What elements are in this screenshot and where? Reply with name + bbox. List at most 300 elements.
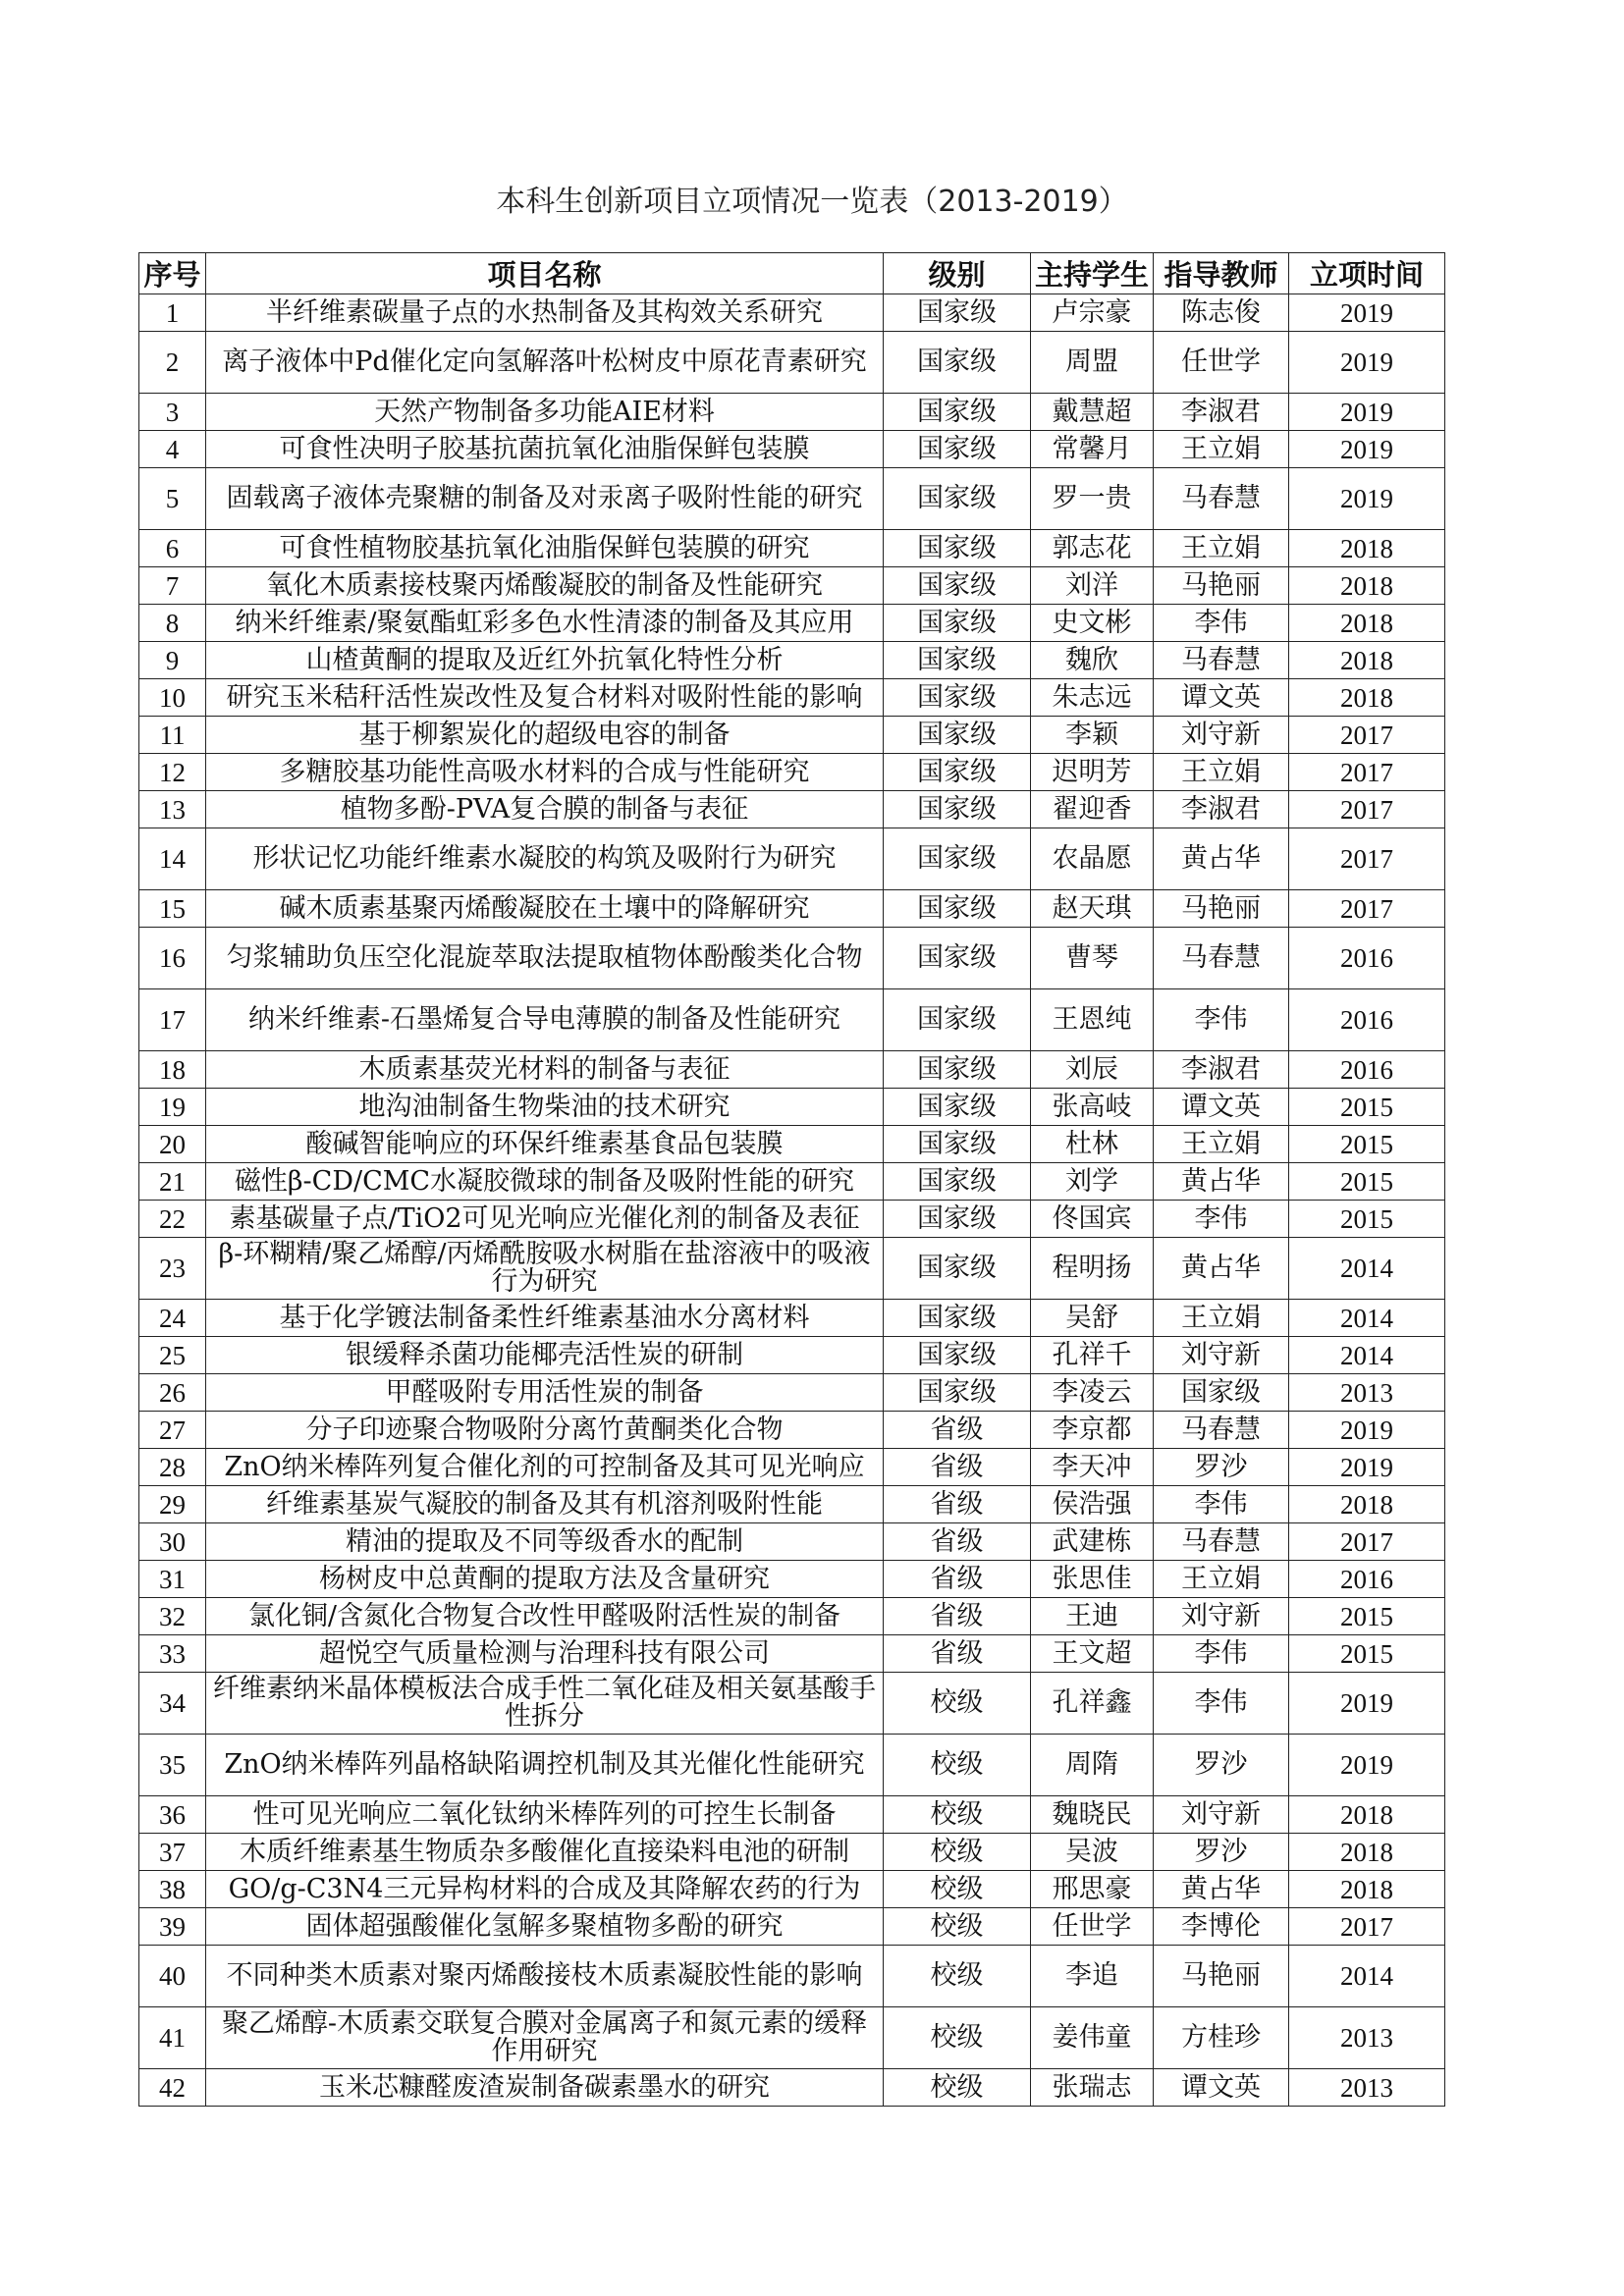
- column-header-name: 项目名称: [206, 253, 884, 294]
- project-name: 固载离子液体壳聚糖的制备及对汞离子吸附性能的研究: [206, 468, 884, 530]
- row-number: 8: [139, 605, 206, 642]
- table-row: [139, 1163, 1445, 1201]
- row-number: 36: [139, 1796, 206, 1834]
- project-level: 省级: [884, 1523, 1031, 1561]
- project-year: 2017: [1289, 1523, 1445, 1561]
- advisor: 王立娟: [1154, 1561, 1289, 1598]
- lead-student: 王文超: [1031, 1635, 1154, 1673]
- lead-student: 任世学: [1031, 1908, 1154, 1946]
- project-level: 国家级: [884, 530, 1031, 567]
- table-row: [139, 294, 1445, 332]
- row-number: 20: [139, 1126, 206, 1163]
- project-level: 校级: [884, 2007, 1031, 2069]
- project-name: 碱木质素基聚丙烯酸凝胶在土壤中的降解研究: [206, 890, 884, 928]
- table-row: [139, 1300, 1445, 1337]
- project-level: 国家级: [884, 332, 1031, 394]
- project-level: 国家级: [884, 294, 1031, 332]
- project-name: 玉米芯糠醛废渣炭制备碳素墨水的研究: [206, 2069, 884, 2107]
- project-name: 磁性β-CD/CMC水凝胶微球的制备及吸附性能的研究: [206, 1163, 884, 1201]
- table-row: [139, 1051, 1445, 1089]
- project-name: 不同种类木质素对聚丙烯酸接枝木质素凝胶性能的影响: [206, 1946, 884, 2007]
- lead-student: 农晶愿: [1031, 828, 1154, 890]
- project-level: 校级: [884, 1871, 1031, 1908]
- lead-student: 朱志远: [1031, 679, 1154, 717]
- lead-student: 史文彬: [1031, 605, 1154, 642]
- project-level: 国家级: [884, 1126, 1031, 1163]
- project-level: 国家级: [884, 605, 1031, 642]
- row-number: 9: [139, 642, 206, 679]
- table-row: [139, 2007, 1445, 2069]
- column-header-level: 级别: [884, 253, 1031, 294]
- project-year: 2019: [1289, 1735, 1445, 1796]
- advisor: 李伟: [1154, 1201, 1289, 1238]
- project-name: 植物多酚-PVA复合膜的制备与表征: [206, 791, 884, 828]
- project-name: 离子液体中Pd催化定向氢解落叶松树皮中原花青素研究: [206, 332, 884, 394]
- project-name: ZnO纳米棒阵列晶格缺陷调控机制及其光催化性能研究: [206, 1735, 884, 1796]
- row-number: 41: [139, 2007, 206, 2069]
- advisor: 王立娟: [1154, 530, 1289, 567]
- project-level: 省级: [884, 1412, 1031, 1449]
- project-level: 省级: [884, 1635, 1031, 1673]
- row-number: 2: [139, 332, 206, 394]
- advisor: 李博伦: [1154, 1908, 1289, 1946]
- lead-student: 孔祥千: [1031, 1337, 1154, 1374]
- project-year: 2014: [1289, 1946, 1445, 2007]
- project-level: 省级: [884, 1449, 1031, 1486]
- table-row: [139, 1374, 1445, 1412]
- project-name: 可食性决明子胶基抗菌抗氧化油脂保鲜包装膜: [206, 431, 884, 468]
- project-name: 氯化铜/含氮化合物复合改性甲醛吸附活性炭的制备: [206, 1598, 884, 1635]
- lead-student: 郭志花: [1031, 530, 1154, 567]
- lead-student: 杜林: [1031, 1126, 1154, 1163]
- row-number: 13: [139, 791, 206, 828]
- table-row: [139, 1796, 1445, 1834]
- advisor: 李伟: [1154, 1635, 1289, 1673]
- lead-student: 张思佳: [1031, 1561, 1154, 1598]
- project-name: 杨树皮中总黄酮的提取方法及含量研究: [206, 1561, 884, 1598]
- advisor: 黄占华: [1154, 1163, 1289, 1201]
- project-year: 2015: [1289, 1126, 1445, 1163]
- project-name: 半纤维素碳量子点的水热制备及其构效关系研究: [206, 294, 884, 332]
- project-year: 2017: [1289, 828, 1445, 890]
- table-row: [139, 1238, 1445, 1300]
- table-row: [139, 717, 1445, 754]
- column-header-year: 立项时间: [1289, 253, 1445, 294]
- row-number: 42: [139, 2069, 206, 2107]
- table-row: [139, 567, 1445, 605]
- project-year: 2015: [1289, 1089, 1445, 1126]
- project-level: 国家级: [884, 567, 1031, 605]
- advisor: 李伟: [1154, 605, 1289, 642]
- row-number: 26: [139, 1374, 206, 1412]
- lead-student: 张瑞志: [1031, 2069, 1154, 2107]
- project-name: 聚乙烯醇-木质素交联复合膜对金属离子和氮元素的缓释作用研究: [206, 2007, 884, 2069]
- advisor: 罗沙: [1154, 1735, 1289, 1796]
- project-name: 纤维素纳米晶体模板法合成手性二氧化硅及相关氨基酸手性拆分: [206, 1673, 884, 1735]
- lead-student: 李凌云: [1031, 1374, 1154, 1412]
- advisor: 刘守新: [1154, 1337, 1289, 1374]
- project-level: 国家级: [884, 642, 1031, 679]
- lead-student: 魏欣: [1031, 642, 1154, 679]
- advisor: 任世学: [1154, 332, 1289, 394]
- project-year: 2014: [1289, 1238, 1445, 1300]
- project-name: 纳米纤维素-石墨烯复合导电薄膜的制备及性能研究: [206, 989, 884, 1051]
- project-year: 2018: [1289, 1796, 1445, 1834]
- table-row: [139, 1201, 1445, 1238]
- project-year: 2018: [1289, 642, 1445, 679]
- table-row: [139, 890, 1445, 928]
- lead-student: 武建栋: [1031, 1523, 1154, 1561]
- project-year: 2017: [1289, 754, 1445, 791]
- project-name: 木质素基荧光材料的制备与表征: [206, 1051, 884, 1089]
- project-level: 校级: [884, 1673, 1031, 1735]
- table-row: [139, 431, 1445, 468]
- table-row: [139, 468, 1445, 530]
- table-row: [139, 1735, 1445, 1796]
- advisor: 王立娟: [1154, 1300, 1289, 1337]
- table-row: [139, 1635, 1445, 1673]
- row-number: 32: [139, 1598, 206, 1635]
- project-year: 2019: [1289, 1673, 1445, 1735]
- project-name: 地沟油制备生物柴油的技术研究: [206, 1089, 884, 1126]
- header-row: [139, 253, 1445, 294]
- lead-student: 吴波: [1031, 1834, 1154, 1871]
- row-number: 4: [139, 431, 206, 468]
- project-year: 2019: [1289, 431, 1445, 468]
- project-name: 形状记忆功能纤维素水凝胶的构筑及吸附行为研究: [206, 828, 884, 890]
- lead-student: 刘学: [1031, 1163, 1154, 1201]
- row-number: 28: [139, 1449, 206, 1486]
- project-year: 2018: [1289, 605, 1445, 642]
- table-row: [139, 1126, 1445, 1163]
- table-row: [139, 394, 1445, 431]
- advisor: 刘守新: [1154, 717, 1289, 754]
- lead-student: 卢宗豪: [1031, 294, 1154, 332]
- row-number: 15: [139, 890, 206, 928]
- table-row: [139, 1523, 1445, 1561]
- project-year: 2017: [1289, 717, 1445, 754]
- lead-student: 侯浩强: [1031, 1486, 1154, 1523]
- advisor: 李伟: [1154, 1673, 1289, 1735]
- project-level: 校级: [884, 1908, 1031, 1946]
- project-name: 甲醛吸附专用活性炭的制备: [206, 1374, 884, 1412]
- lead-student: 赵天琪: [1031, 890, 1154, 928]
- project-name: 银缓释杀菌功能椰壳活性炭的研制: [206, 1337, 884, 1374]
- advisor: 马春慧: [1154, 928, 1289, 989]
- advisor: 李淑君: [1154, 1051, 1289, 1089]
- project-table: [138, 252, 1445, 2107]
- page-title: 本科生创新项目立项情况一览表（2013-2019）: [496, 185, 1128, 219]
- project-level: 国家级: [884, 754, 1031, 791]
- row-number: 25: [139, 1337, 206, 1374]
- advisor: 马艳丽: [1154, 890, 1289, 928]
- project-name: 山楂黄酮的提取及近红外抗氧化特性分析: [206, 642, 884, 679]
- lead-student: 戴慧超: [1031, 394, 1154, 431]
- lead-student: 王恩纯: [1031, 989, 1154, 1051]
- table-body: [139, 294, 1445, 2107]
- table-row: [139, 1598, 1445, 1635]
- table-row: [139, 1946, 1445, 2007]
- project-name: 可食性植物胶基抗氧化油脂保鲜包装膜的研究: [206, 530, 884, 567]
- table-row: [139, 1673, 1445, 1735]
- table-row: [139, 1449, 1445, 1486]
- project-level: 国家级: [884, 1201, 1031, 1238]
- advisor: 李淑君: [1154, 394, 1289, 431]
- project-year: 2015: [1289, 1598, 1445, 1635]
- table-row: [139, 332, 1445, 394]
- table-row: [139, 642, 1445, 679]
- row-number: 38: [139, 1871, 206, 1908]
- table-row: [139, 1908, 1445, 1946]
- row-number: 34: [139, 1673, 206, 1735]
- table-row: [139, 679, 1445, 717]
- table-row: [139, 1834, 1445, 1871]
- project-name: 分子印迹聚合物吸附分离竹黄酮类化合物: [206, 1412, 884, 1449]
- advisor: 王立娟: [1154, 754, 1289, 791]
- advisor: 李伟: [1154, 1486, 1289, 1523]
- advisor: 谭文英: [1154, 679, 1289, 717]
- row-number: 31: [139, 1561, 206, 1598]
- project-year: 2018: [1289, 1486, 1445, 1523]
- project-level: 国家级: [884, 679, 1031, 717]
- row-number: 14: [139, 828, 206, 890]
- project-level: 国家级: [884, 1300, 1031, 1337]
- advisor: 谭文英: [1154, 2069, 1289, 2107]
- project-year: 2013: [1289, 1374, 1445, 1412]
- row-number: 40: [139, 1946, 206, 2007]
- lead-student: 李天冲: [1031, 1449, 1154, 1486]
- lead-student: 张高岐: [1031, 1089, 1154, 1126]
- lead-student: 李颖: [1031, 717, 1154, 754]
- project-level: 省级: [884, 1486, 1031, 1523]
- advisor: 国家级: [1154, 1374, 1289, 1412]
- table-row: [139, 1412, 1445, 1449]
- lead-student: 翟迎香: [1031, 791, 1154, 828]
- project-level: 国家级: [884, 1374, 1031, 1412]
- project-level: 国家级: [884, 1089, 1031, 1126]
- table-row: [139, 1871, 1445, 1908]
- table-row: [139, 1561, 1445, 1598]
- project-name: 素基碳量子点/TiO2可见光响应光催化剂的制备及表征: [206, 1201, 884, 1238]
- lead-student: 程明扬: [1031, 1238, 1154, 1300]
- lead-student: 刘洋: [1031, 567, 1154, 605]
- project-level: 国家级: [884, 1238, 1031, 1300]
- row-number: 12: [139, 754, 206, 791]
- project-level: 国家级: [884, 890, 1031, 928]
- table-row: [139, 1089, 1445, 1126]
- advisor: 李淑君: [1154, 791, 1289, 828]
- project-name: 纳米纤维素/聚氨酯虹彩多色水性清漆的制备及其应用: [206, 605, 884, 642]
- advisor: 王立娟: [1154, 431, 1289, 468]
- lead-student: 李京都: [1031, 1412, 1154, 1449]
- project-year: 2014: [1289, 1300, 1445, 1337]
- row-number: 27: [139, 1412, 206, 1449]
- project-year: 2016: [1289, 928, 1445, 989]
- row-number: 17: [139, 989, 206, 1051]
- row-number: 24: [139, 1300, 206, 1337]
- lead-student: 邢思豪: [1031, 1871, 1154, 1908]
- project-name: 纤维素基炭气凝胶的制备及其有机溶剂吸附性能: [206, 1486, 884, 1523]
- advisor: 马春慧: [1154, 1412, 1289, 1449]
- project-year: 2018: [1289, 1871, 1445, 1908]
- project-name: 研究玉米秸秆活性炭改性及复合材料对吸附性能的影响: [206, 679, 884, 717]
- project-level: 国家级: [884, 394, 1031, 431]
- lead-student: 李追: [1031, 1946, 1154, 2007]
- project-year: 2016: [1289, 1561, 1445, 1598]
- table-row: [139, 530, 1445, 567]
- advisor: 刘守新: [1154, 1796, 1289, 1834]
- project-year: 2016: [1289, 1051, 1445, 1089]
- row-number: 10: [139, 679, 206, 717]
- table-row: [139, 754, 1445, 791]
- project-level: 校级: [884, 1946, 1031, 2007]
- advisor: 李伟: [1154, 989, 1289, 1051]
- project-name: 木质纤维素基生物质杂多酸催化直接染料电池的研制: [206, 1834, 884, 1871]
- row-number: 39: [139, 1908, 206, 1946]
- advisor: 马艳丽: [1154, 567, 1289, 605]
- row-number: 30: [139, 1523, 206, 1561]
- lead-student: 王迪: [1031, 1598, 1154, 1635]
- row-number: 22: [139, 1201, 206, 1238]
- advisor: 王立娟: [1154, 1126, 1289, 1163]
- lead-student: 孔祥鑫: [1031, 1673, 1154, 1735]
- table-row: [139, 2069, 1445, 2107]
- project-year: 2017: [1289, 1908, 1445, 1946]
- lead-student: 吴舒: [1031, 1300, 1154, 1337]
- project-level: 省级: [884, 1561, 1031, 1598]
- lead-student: 姜伟童: [1031, 2007, 1154, 2069]
- project-year: 2018: [1289, 1834, 1445, 1871]
- project-year: 2017: [1289, 890, 1445, 928]
- lead-student: 周隋: [1031, 1735, 1154, 1796]
- project-level: 国家级: [884, 791, 1031, 828]
- row-number: 18: [139, 1051, 206, 1089]
- advisor: 马春慧: [1154, 468, 1289, 530]
- project-level: 国家级: [884, 717, 1031, 754]
- column-header-no: 序号: [139, 253, 206, 294]
- project-level: 国家级: [884, 431, 1031, 468]
- advisor: 刘守新: [1154, 1598, 1289, 1635]
- project-name: 性可见光响应二氧化钛纳米棒阵列的可控生长制备: [206, 1796, 884, 1834]
- advisor: 黄占华: [1154, 828, 1289, 890]
- project-level: 校级: [884, 1735, 1031, 1796]
- column-header-teacher: 指导教师: [1154, 253, 1289, 294]
- project-year: 2015: [1289, 1201, 1445, 1238]
- advisor: 马春慧: [1154, 1523, 1289, 1561]
- project-year: 2016: [1289, 989, 1445, 1051]
- row-number: 5: [139, 468, 206, 530]
- project-year: 2015: [1289, 1635, 1445, 1673]
- table-row: [139, 791, 1445, 828]
- project-level: 国家级: [884, 1163, 1031, 1201]
- row-number: 33: [139, 1635, 206, 1673]
- advisor: 马艳丽: [1154, 1946, 1289, 2007]
- table-row: [139, 605, 1445, 642]
- table-row: [139, 989, 1445, 1051]
- project-year: 2019: [1289, 332, 1445, 394]
- project-year: 2019: [1289, 1449, 1445, 1486]
- project-name: 精油的提取及不同等级香水的配制: [206, 1523, 884, 1561]
- row-number: 11: [139, 717, 206, 754]
- project-year: 2013: [1289, 2007, 1445, 2069]
- row-number: 7: [139, 567, 206, 605]
- advisor: 马春慧: [1154, 642, 1289, 679]
- project-year: 2019: [1289, 468, 1445, 530]
- table-row: [139, 1486, 1445, 1523]
- project-name: 天然产物制备多功能AIE材料: [206, 394, 884, 431]
- project-name: GO/g-C3N4三元异构材料的合成及其降解农药的行为: [206, 1871, 884, 1908]
- project-year: 2019: [1289, 394, 1445, 431]
- project-name: ZnO纳米棒阵列复合催化剂的可控制备及其可见光响应: [206, 1449, 884, 1486]
- lead-student: 迟明芳: [1031, 754, 1154, 791]
- lead-student: 魏晓民: [1031, 1796, 1154, 1834]
- row-number: 29: [139, 1486, 206, 1523]
- row-number: 19: [139, 1089, 206, 1126]
- project-year: 2018: [1289, 679, 1445, 717]
- project-level: 省级: [884, 1598, 1031, 1635]
- project-year: 2017: [1289, 791, 1445, 828]
- project-name: 多糖胶基功能性高吸水材料的合成与性能研究: [206, 754, 884, 791]
- project-level: 校级: [884, 1796, 1031, 1834]
- project-name: 超悦空气质量检测与治理科技有限公司: [206, 1635, 884, 1673]
- row-number: 16: [139, 928, 206, 989]
- project-name: 氧化木质素接枝聚丙烯酸凝胶的制备及性能研究: [206, 567, 884, 605]
- advisor: 谭文英: [1154, 1089, 1289, 1126]
- lead-student: 佟国宾: [1031, 1201, 1154, 1238]
- advisor: 方桂珍: [1154, 2007, 1289, 2069]
- project-level: 国家级: [884, 1337, 1031, 1374]
- project-level: 校级: [884, 2069, 1031, 2107]
- project-name: 固体超强酸催化氢解多聚植物多酚的研究: [206, 1908, 884, 1946]
- row-number: 37: [139, 1834, 206, 1871]
- project-year: 2015: [1289, 1163, 1445, 1201]
- project-name: β-环糊精/聚乙烯醇/丙烯酰胺吸水树脂在盐溶液中的吸液行为研究: [206, 1238, 884, 1300]
- row-number: 3: [139, 394, 206, 431]
- row-number: 23: [139, 1238, 206, 1300]
- lead-student: 罗一贵: [1031, 468, 1154, 530]
- row-number: 35: [139, 1735, 206, 1796]
- row-number: 6: [139, 530, 206, 567]
- project-name: 匀浆辅助负压空化混旋萃取法提取植物体酚酸类化合物: [206, 928, 884, 989]
- project-level: 国家级: [884, 468, 1031, 530]
- project-level: 国家级: [884, 989, 1031, 1051]
- project-name: 基于化学镀法制备柔性纤维素基油水分离材料: [206, 1300, 884, 1337]
- table-row: [139, 928, 1445, 989]
- advisor: 罗沙: [1154, 1834, 1289, 1871]
- row-number: 1: [139, 294, 206, 332]
- project-year: 2018: [1289, 567, 1445, 605]
- lead-student: 曹琴: [1031, 928, 1154, 989]
- project-level: 国家级: [884, 928, 1031, 989]
- table-row: [139, 828, 1445, 890]
- project-name: 酸碱智能响应的环保纤维素基食品包装膜: [206, 1126, 884, 1163]
- project-name: 基于柳絮炭化的超级电容的制备: [206, 717, 884, 754]
- advisor: 罗沙: [1154, 1449, 1289, 1486]
- row-number: 21: [139, 1163, 206, 1201]
- lead-student: 刘辰: [1031, 1051, 1154, 1089]
- lead-student: 常馨月: [1031, 431, 1154, 468]
- table-row: [139, 1337, 1445, 1374]
- column-header-student: 主持学生: [1031, 253, 1154, 294]
- project-level: 校级: [884, 1834, 1031, 1871]
- project-level: 国家级: [884, 1051, 1031, 1089]
- project-year: 2018: [1289, 530, 1445, 567]
- project-year: 2014: [1289, 1337, 1445, 1374]
- project-year: 2019: [1289, 1412, 1445, 1449]
- advisor: 陈志俊: [1154, 294, 1289, 332]
- project-year: 2013: [1289, 2069, 1445, 2107]
- project-level: 国家级: [884, 828, 1031, 890]
